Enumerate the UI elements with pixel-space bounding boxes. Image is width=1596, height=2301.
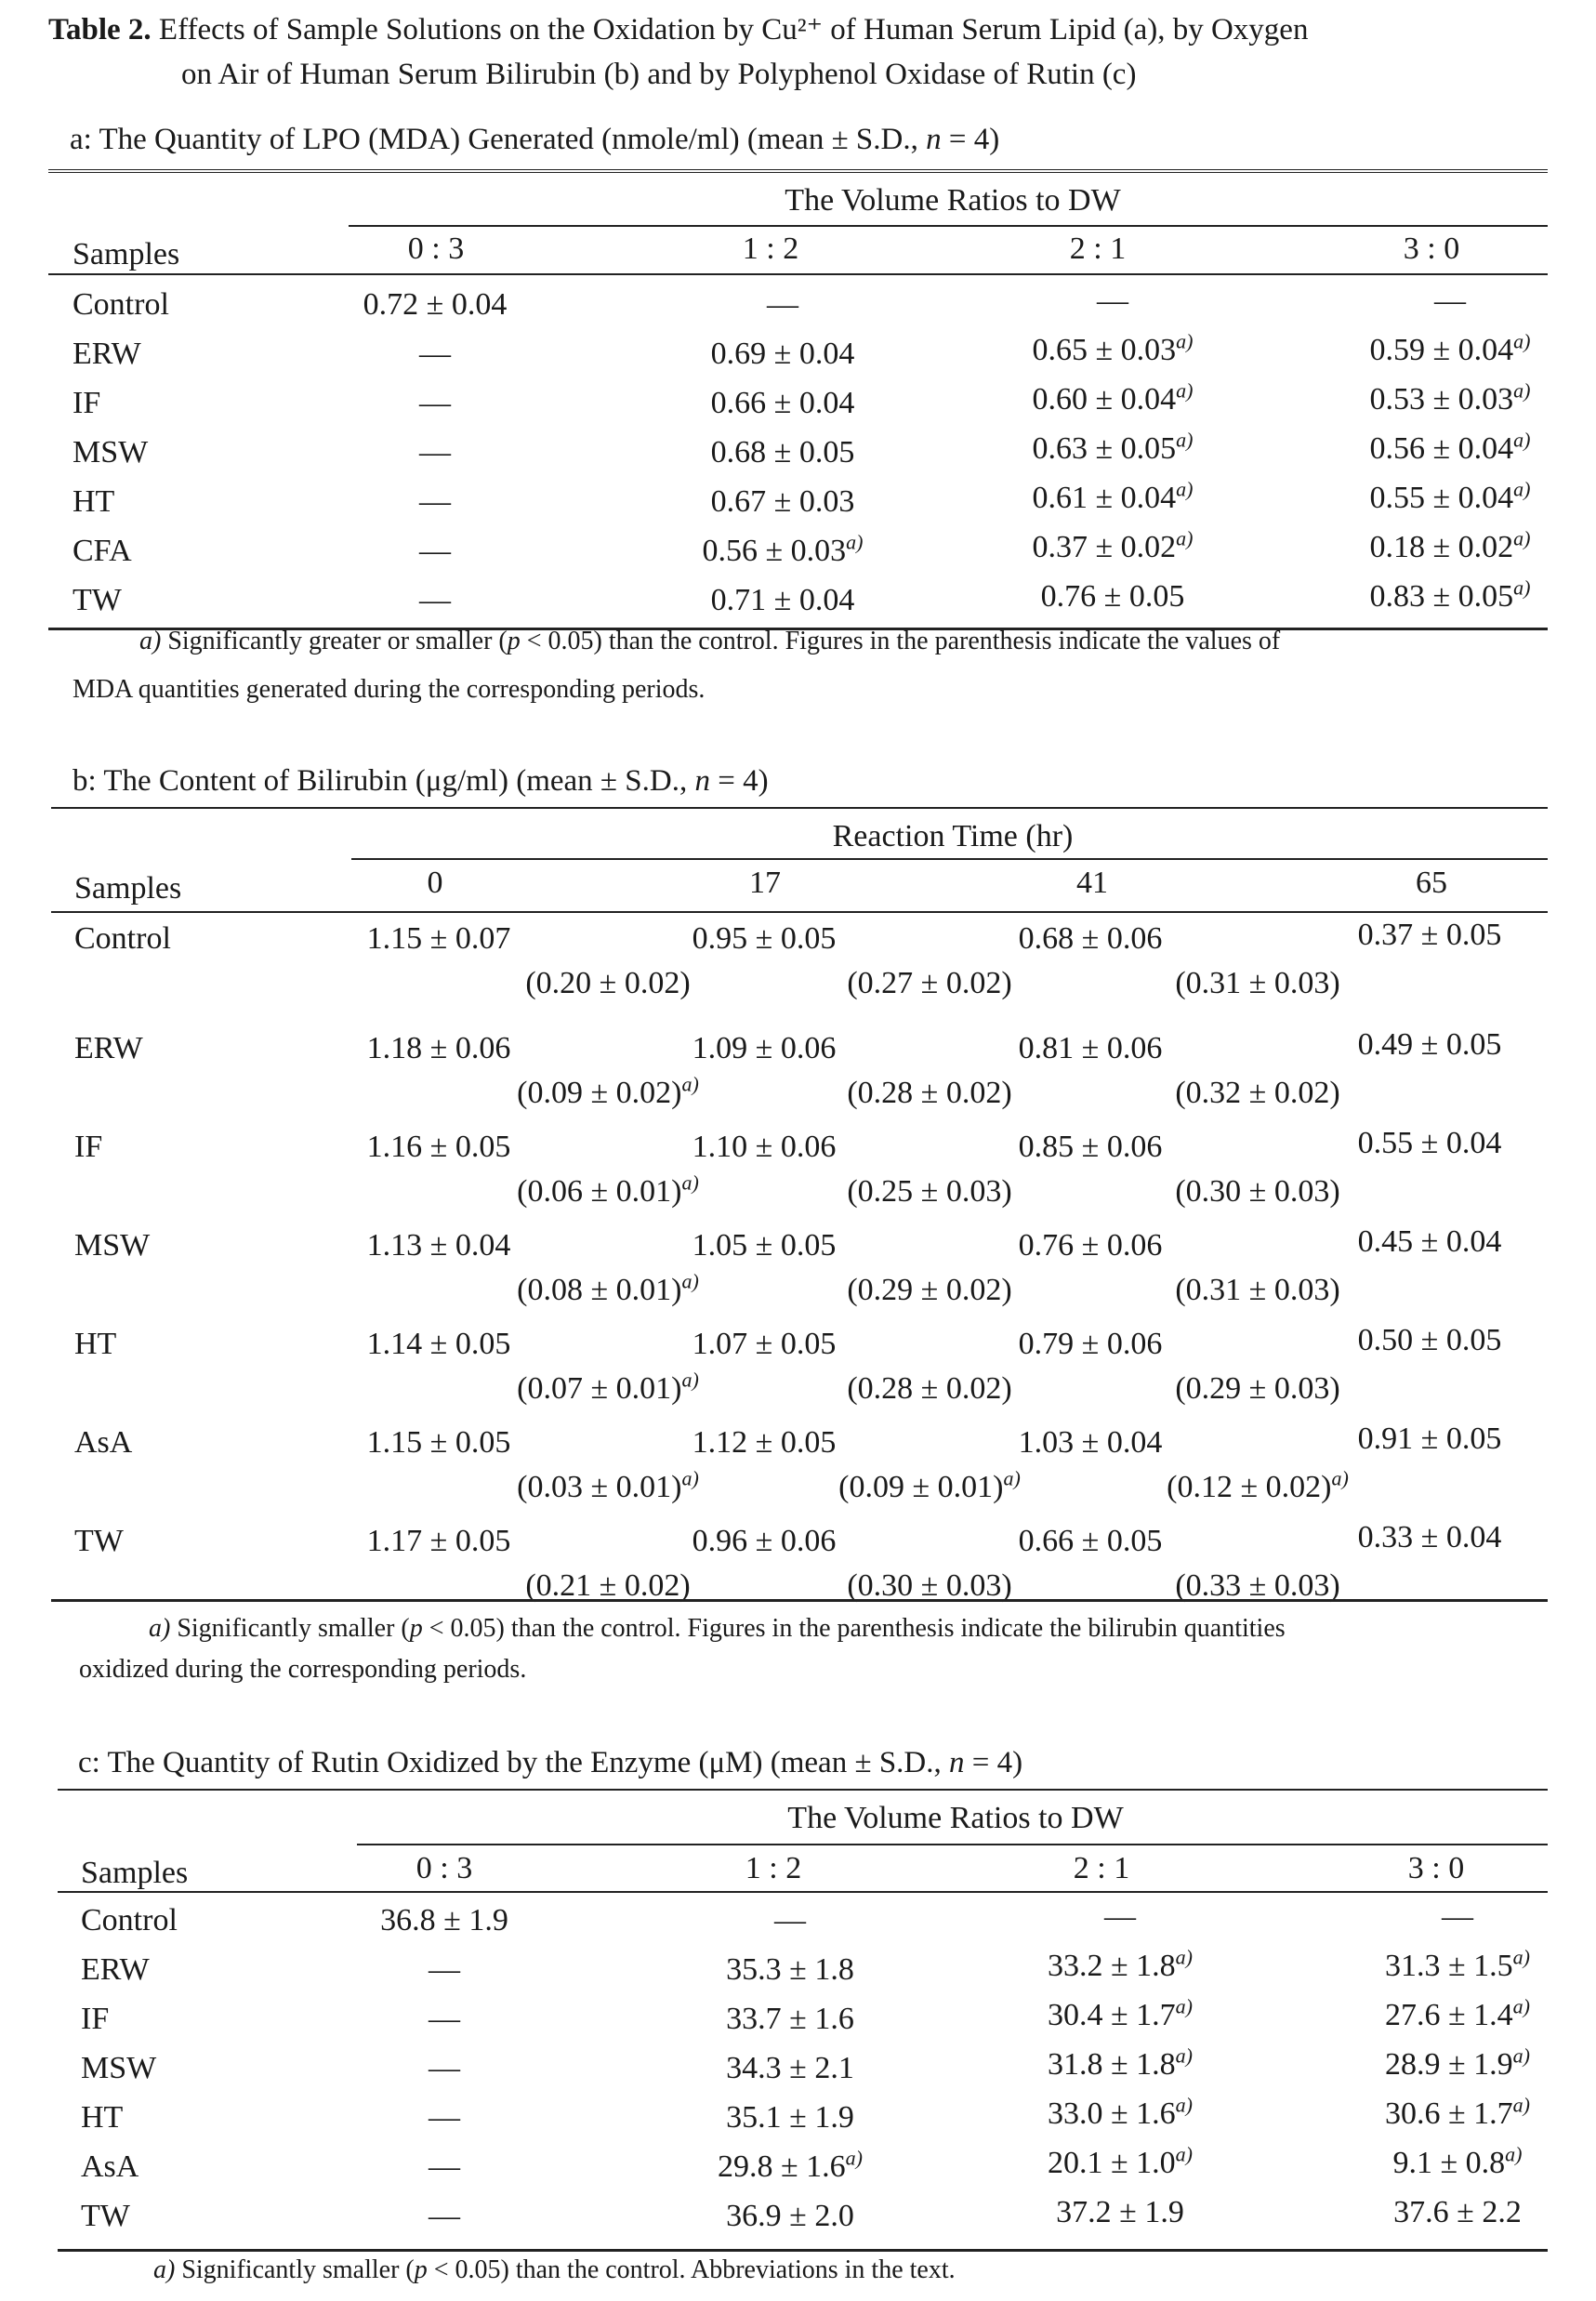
row-label: IF — [81, 2002, 110, 2036]
oxidized-cell: (0.33 ± 0.03) — [1175, 1568, 1340, 1603]
table-cell: 0.66 ± 0.05 — [1018, 1524, 1163, 1558]
table-cell: 1.14 ± 0.05 — [366, 1327, 511, 1361]
footnote — [139, 621, 1280, 662]
table-cell: 0.76 ± 0.05 — [1040, 579, 1185, 614]
group-rule — [351, 858, 1548, 860]
table-cell: $0.83 \pm 0.05^{a)}$ — [1369, 575, 1531, 614]
table-cell: 34.3 ± 2.1 — [726, 2051, 854, 2085]
table-cell: 1.13 ± 0.04 — [366, 1228, 511, 1263]
table-cell: 35.3 ± 1.8 — [726, 1952, 854, 1987]
row-label: TW — [81, 2199, 130, 2233]
table-cell: 0.49 ± 0.05 — [1357, 1027, 1502, 1062]
row-label: IF — [73, 386, 101, 420]
oxidized-cell: $(0.07 \pm 0.01)^{a)}$ — [517, 1368, 699, 1406]
oxidized-cell: (0.29 ± 0.03) — [1175, 1371, 1340, 1406]
table-cell: 0.68 ± 0.05 — [710, 435, 855, 469]
table-cell: — — [774, 1903, 806, 1937]
table-cell: 36.8 ± 1.9 — [380, 1903, 508, 1937]
table-cell: — — [429, 2002, 460, 2036]
table-cell: 0.95 ± 0.05 — [692, 921, 837, 956]
top-rule — [51, 807, 1548, 809]
oxidized-cell: $(0.12 \pm 0.02)^{a)}$ — [1167, 1466, 1349, 1504]
group-header: The Volume Ratios to DW — [785, 183, 1121, 218]
table-cell: 35.1 ± 1.9 — [726, 2100, 854, 2135]
column-header: 1 : 2 — [742, 231, 799, 266]
table-cell: — — [419, 337, 451, 371]
table-a-caption: a: The Quantity of LPO (MDA) Generated (nmole/ml) (mean ± S.D., n = 4) — [70, 123, 1000, 156]
table-cell: 0.68 ± 0.06 — [1018, 921, 1163, 956]
samples-header: Samples — [74, 871, 182, 906]
header-rule — [48, 273, 1548, 275]
table-cell: $0.60 \pm 0.04^{a)}$ — [1032, 378, 1194, 417]
row-label: ERW — [81, 1952, 150, 1987]
table-cell: $0.37 \pm 0.02^{a)}$ — [1032, 526, 1194, 564]
table-cell: 0.69 ± 0.04 — [710, 337, 855, 371]
row-label: Control — [74, 921, 171, 956]
oxidized-cell: (0.31 ± 0.03) — [1175, 1273, 1340, 1307]
footnote-line-2: oxidized during the corresponding periods. — [79, 1655, 527, 1684]
table-cell: 0.76 ± 0.06 — [1018, 1228, 1163, 1263]
column-header: 0 — [427, 866, 443, 900]
group-rule — [357, 1844, 1548, 1845]
table-cell: — — [419, 386, 451, 420]
table-number: Table 2. — [48, 13, 152, 46]
table-cell: $0.53 \pm 0.03^{a)}$ — [1369, 378, 1531, 417]
row-label: MSW — [81, 2051, 157, 2085]
table-cell: 0.96 ± 0.06 — [692, 1524, 837, 1558]
table-cell: 0.67 ± 0.03 — [710, 484, 855, 519]
row-label: MSW — [74, 1228, 151, 1263]
oxidized-cell: $(0.08 \pm 0.01)^{a)}$ — [517, 1269, 699, 1307]
table-cell: $0.18 \pm 0.02^{a)}$ — [1369, 526, 1531, 564]
table-cell: 1.16 ± 0.05 — [366, 1130, 511, 1164]
table-cell: $28.9 \pm 1.9^{a)}$ — [1385, 2043, 1530, 2082]
column-header: 17 — [749, 866, 781, 900]
row-label: Control — [81, 1903, 178, 1937]
table-cell: $33.0 \pm 1.6^{a)}$ — [1048, 2093, 1193, 2131]
table-cell: 0.50 ± 0.05 — [1357, 1323, 1502, 1357]
table-cell: 0.55 ± 0.04 — [1357, 1126, 1502, 1160]
table-cell: $30.4 \pm 1.7^{a)}$ — [1048, 1994, 1193, 2032]
table-cell: 0.85 ± 0.06 — [1018, 1130, 1163, 1164]
bottom-rule — [51, 1599, 1548, 1602]
row-label: MSW — [73, 435, 149, 469]
row-label: ERW — [73, 337, 141, 371]
table-cell: 1.03 ± 0.04 — [1018, 1425, 1163, 1460]
column-header: 0 : 3 — [415, 1851, 473, 1885]
oxidized-cell: (0.28 ± 0.02) — [847, 1076, 1012, 1110]
oxidized-cell: (0.25 ± 0.03) — [847, 1174, 1012, 1209]
table-title — [48, 7, 1554, 97]
table-cell: 1.05 ± 0.05 — [692, 1228, 837, 1263]
table-cell: 33.7 ± 1.6 — [726, 2002, 854, 2036]
oxidized-cell: $(0.09 \pm 0.02)^{a)}$ — [517, 1072, 699, 1110]
oxidized-cell: (0.21 ± 0.02) — [525, 1568, 691, 1603]
oxidized-cell: (0.30 ± 0.03) — [1175, 1174, 1340, 1209]
row-label: ERW — [74, 1031, 143, 1065]
table-cell: — — [419, 435, 451, 469]
oxidized-cell: (0.31 ± 0.03) — [1175, 966, 1340, 1000]
row-label: AsA — [81, 2149, 139, 2184]
row-label: CFA — [73, 534, 132, 568]
group-rule — [349, 225, 1548, 227]
column-header: 3 : 0 — [1403, 231, 1460, 266]
column-header: 3 : 0 — [1407, 1851, 1465, 1885]
table-cell: 1.12 ± 0.05 — [692, 1425, 837, 1460]
table-cell: $29.8 \pm 1.6^{a)}$ — [718, 2146, 863, 2184]
footnote-line-1: a) Significantly smaller (p < 0.05) than the control. Figures in the parenthesis indicate the bilirubin quantities — [149, 1614, 1286, 1643]
table-cell: $0.56 \pm 0.04^{a)}$ — [1369, 428, 1531, 466]
table-cell: $0.61 \pm 0.04^{a)}$ — [1032, 477, 1194, 515]
oxidized-cell: (0.30 ± 0.03) — [847, 1568, 1012, 1603]
table-cell: 1.15 ± 0.05 — [366, 1425, 511, 1460]
table-cell: 0.72 ± 0.04 — [363, 287, 508, 322]
table-cell: $31.3 \pm 1.5^{a)}$ — [1385, 1945, 1530, 1983]
table-cell: — — [429, 2149, 460, 2184]
group-header: Reaction Time (hr) — [832, 819, 1074, 853]
table-cell: $20.1 \pm 1.0^{a)}$ — [1048, 2142, 1193, 2180]
table-cell: $0.65 \pm 0.03^{a)}$ — [1032, 329, 1194, 367]
table-cell: 0.66 ± 0.04 — [710, 386, 855, 420]
row-label: TW — [74, 1524, 124, 1558]
table-cell: $31.8 \pm 1.8^{a)}$ — [1048, 2043, 1193, 2082]
table-cell: — — [1442, 1899, 1473, 1934]
table-cell: 0.79 ± 0.06 — [1018, 1327, 1163, 1361]
row-label: AsA — [74, 1425, 133, 1460]
table-cell: $33.2 \pm 1.8^{a)}$ — [1048, 1945, 1193, 1983]
table-cell: $9.1 \pm 0.8^{a)}$ — [1392, 2142, 1523, 2180]
table-cell: 36.9 ± 2.0 — [726, 2199, 854, 2233]
table-cell: 0.45 ± 0.04 — [1357, 1224, 1502, 1259]
row-label: TW — [73, 583, 122, 617]
samples-header: Samples — [73, 237, 180, 271]
table-cell: 0.33 ± 0.04 — [1357, 1520, 1502, 1554]
table-cell: — — [419, 534, 451, 568]
footnote-line-1: a) Significantly smaller (p < 0.05) than the control. Abbreviations in the text. — [153, 2255, 956, 2284]
table-cell: — — [429, 2199, 460, 2233]
oxidized-cell: (0.27 ± 0.02) — [847, 966, 1012, 1000]
table-c-caption: c: The Quantity of Rutin Oxidized by the Enzyme (μM) (mean ± S.D., n = 4) — [78, 1746, 1023, 1779]
table-cell: — — [419, 583, 451, 617]
table-cell: 1.17 ± 0.05 — [366, 1524, 511, 1558]
row-label: HT — [74, 1327, 117, 1361]
table-cell: — — [419, 484, 451, 519]
row-label: Control — [73, 287, 169, 322]
table-cell: 0.81 ± 0.06 — [1018, 1031, 1163, 1065]
oxidized-cell: (0.20 ± 0.02) — [525, 966, 691, 1000]
footnote-line-1: a) Significantly greater or smaller (p < 0.05) than the control. Figures in the parenthesis indicate the values of — [139, 627, 1281, 655]
table-cell: $27.6 \pm 1.4^{a)}$ — [1385, 1994, 1530, 2032]
title-line-1: Effects of Sample Solutions on the Oxidation by Cu²⁺ of Human Serum Lipid (a), by Oxygen — [158, 13, 1309, 46]
table-cell: 0.91 ± 0.05 — [1357, 1422, 1502, 1456]
table-cell: 37.6 ± 2.2 — [1393, 2195, 1522, 2229]
table-cell: 0.71 ± 0.04 — [710, 583, 855, 617]
table-b-caption: b: The Content of Bilirubin (μg/ml) (mean ± S.D., n = 4) — [73, 764, 769, 798]
table-cell: 1.18 ± 0.06 — [366, 1031, 511, 1065]
table-cell: — — [1104, 1899, 1136, 1934]
table-cell: 1.10 ± 0.06 — [692, 1130, 837, 1164]
table-cell: — — [1434, 284, 1466, 318]
table-cell: — — [429, 1952, 460, 1987]
column-header: 2 : 1 — [1073, 1851, 1130, 1885]
table-cell: 1.09 ± 0.06 — [692, 1031, 837, 1065]
samples-header: Samples — [81, 1856, 189, 1890]
row-label: IF — [74, 1130, 103, 1164]
group-header: The Volume Ratios to DW — [787, 1801, 1124, 1835]
column-header: 65 — [1416, 866, 1447, 900]
table-cell: $0.56 \pm 0.03^{a)}$ — [702, 530, 864, 568]
column-header: 41 — [1076, 866, 1108, 900]
table-cell: — — [429, 2051, 460, 2085]
column-header: 2 : 1 — [1069, 231, 1127, 266]
oxidized-cell: (0.28 ± 0.02) — [847, 1371, 1012, 1406]
header-rule — [58, 1891, 1548, 1893]
table-cell: $0.63 \pm 0.05^{a)}$ — [1032, 428, 1194, 466]
top-rule — [58, 1789, 1548, 1791]
table-cell: $0.59 \pm 0.04^{a)}$ — [1369, 329, 1531, 367]
table-cell: — — [767, 287, 798, 322]
table-cell: 1.15 ± 0.07 — [366, 921, 511, 956]
column-header: 0 : 3 — [407, 231, 465, 266]
header-rule — [51, 911, 1548, 913]
table-cell: 37.2 ± 1.9 — [1056, 2195, 1184, 2229]
oxidized-cell: $(0.06 \pm 0.01)^{a)}$ — [517, 1170, 699, 1209]
table-cell: $30.6 \pm 1.7^{a)}$ — [1385, 2093, 1530, 2131]
row-label: HT — [81, 2100, 124, 2135]
oxidized-cell: $(0.09 \pm 0.01)^{a)}$ — [838, 1466, 1021, 1504]
table-cell: $0.55 \pm 0.04^{a)}$ — [1369, 477, 1531, 515]
footnote-line-2: MDA quantities generated during the corresponding periods. — [73, 675, 706, 704]
oxidized-cell: (0.29 ± 0.02) — [847, 1273, 1012, 1307]
table-cell: — — [1097, 284, 1128, 318]
table-cell: — — [429, 2100, 460, 2135]
table-cell: 1.07 ± 0.05 — [692, 1327, 837, 1361]
oxidized-cell: (0.32 ± 0.02) — [1175, 1076, 1340, 1110]
top-rule — [48, 169, 1548, 173]
table-cell: 0.37 ± 0.05 — [1357, 918, 1502, 952]
row-label: HT — [73, 484, 115, 519]
column-header: 1 : 2 — [745, 1851, 802, 1885]
title-line-2: on Air of Human Serum Bilirubin (b) and by Polyphenol Oxidase of Rutin (c) — [181, 58, 1137, 91]
oxidized-cell: $(0.03 \pm 0.01)^{a)}$ — [517, 1466, 699, 1504]
